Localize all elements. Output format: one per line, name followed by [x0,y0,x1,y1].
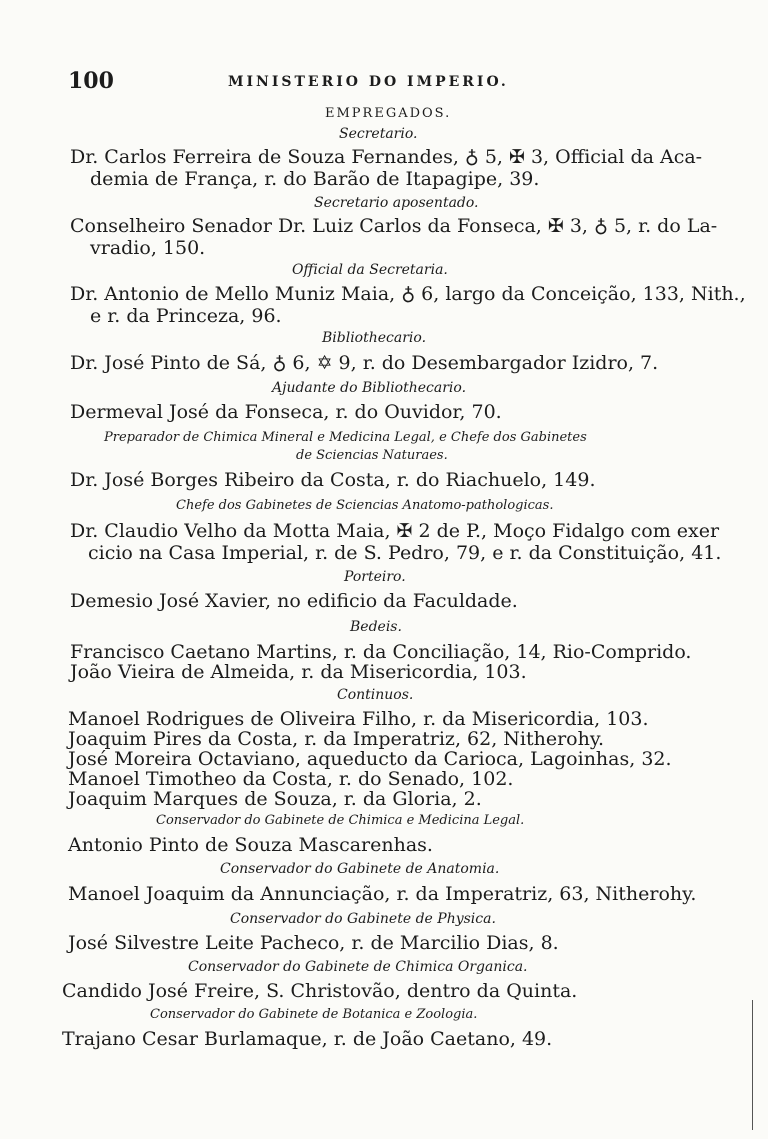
entry-line: cicio na Casa Imperial, r. de S. Pedro, 79, e r. da Constituição, 41. [88,542,722,564]
section-heading: EMPREGADOS. [325,106,452,121]
entry-line: Antonio Pinto de Souza Mascarenhas. [68,834,433,856]
page-number: 100 [68,68,114,94]
role-title: Conservador do Gabinete de Physica. [230,911,496,927]
page-edge-rule [752,1000,753,1130]
role-title: Preparador de Chimica Mineral e Medicina Legal, e Chefe dos Gabinetes [104,430,587,445]
entry-line: Dr. Claudio Velho da Motta Maia, ✠ 2 de P., Moço Fidalgo com exer [70,520,720,542]
role-title: Chefe dos Gabinetes de Sciencias Anatomo-pathologicas. [176,498,554,513]
page-header [68,68,708,98]
entry-line: Francisco Caetano Martins, r. da Conciliação, 14, Rio-Comprido. [70,641,692,663]
role-title: Porteiro. [344,569,406,585]
role-title: Conservador do Gabinete de Chimica Organica. [188,959,528,975]
role-title: Continuos. [337,687,414,703]
running-title: MINISTERIO DO IMPERIO. [228,74,509,90]
role-title: Conservador do Gabinete de Botanica e Zoologia. [150,1007,478,1022]
role-title: de Sciencias Naturaes. [296,448,448,463]
role-title: Secretario. [339,126,418,142]
entry-line: Demesio José Xavier, no edificio da Faculdade. [70,590,518,612]
entry-line: vradio, 150. [90,237,206,259]
entry-line: e r. da Princeza, 96. [90,305,282,327]
entry-line: Dr. José Pinto de Sá, ♁ 6, ✡ 9, r. do Desembargador Izidro, 7. [70,352,659,374]
entry-line: Joaquim Marques de Souza, r. da Gloria, 2. [68,788,482,810]
entry-line: José Silvestre Leite Pacheco, r. de Marcilio Dias, 8. [68,932,559,954]
entry-line: Dr. Antonio de Mello Muniz Maia, ♁ 6, largo da Conceição, 133, Nith., [70,283,746,305]
entry-line: José Moreira Octaviano, aqueducto da Carioca, Lagoinhas, 32. [68,748,672,770]
role-title: Conservador do Gabinete de Anatomia. [220,861,500,877]
role-title: Secretario aposentado. [314,195,479,211]
entry-line: Manoel Rodrigues de Oliveira Filho, r. da Misericordia, 103. [68,708,649,730]
role-title: Ajudante do Bibliothecario. [272,380,467,396]
entry-line: Manoel Timotheo da Costa, r. do Senado, 102. [68,768,514,790]
entry-line: Dr. José Borges Ribeiro da Costa, r. do Riachuelo, 149. [70,469,596,491]
entry-line: João Vieira de Almeida, r. da Misericordia, 103. [70,661,527,683]
entry-line: demia de França, r. do Barão de Itapagipe, 39. [90,168,540,190]
role-title: Official da Secretaria. [292,262,448,278]
role-title: Bibliothecario. [322,330,427,346]
role-title: Conservador do Gabinete de Chimica e Medicina Legal. [156,813,525,828]
entry-line: Dr. Carlos Ferreira de Souza Fernandes, ♁ 5, ✠ 3, Official da Aca- [70,146,703,168]
entry-line: Joaquim Pires da Costa, r. da Imperatriz, 62, Nitherohy. [68,728,605,750]
entry-line: Trajano Cesar Burlamaque, r. de João Caetano, 49. [62,1028,553,1050]
entry-line: Candido José Freire, S. Christovão, dentro da Quinta. [62,980,578,1002]
entry-line: Conselheiro Senador Dr. Luiz Carlos da Fonseca, ✠ 3, ♁ 5, r. do La- [70,215,718,237]
entry-line: Manoel Joaquim da Annunciação, r. da Imperatriz, 63, Nitherohy. [68,883,697,905]
role-title: Bedeis. [350,619,402,635]
entry-line: Dermeval José da Fonseca, r. do Ouvidor, 70. [70,401,502,423]
